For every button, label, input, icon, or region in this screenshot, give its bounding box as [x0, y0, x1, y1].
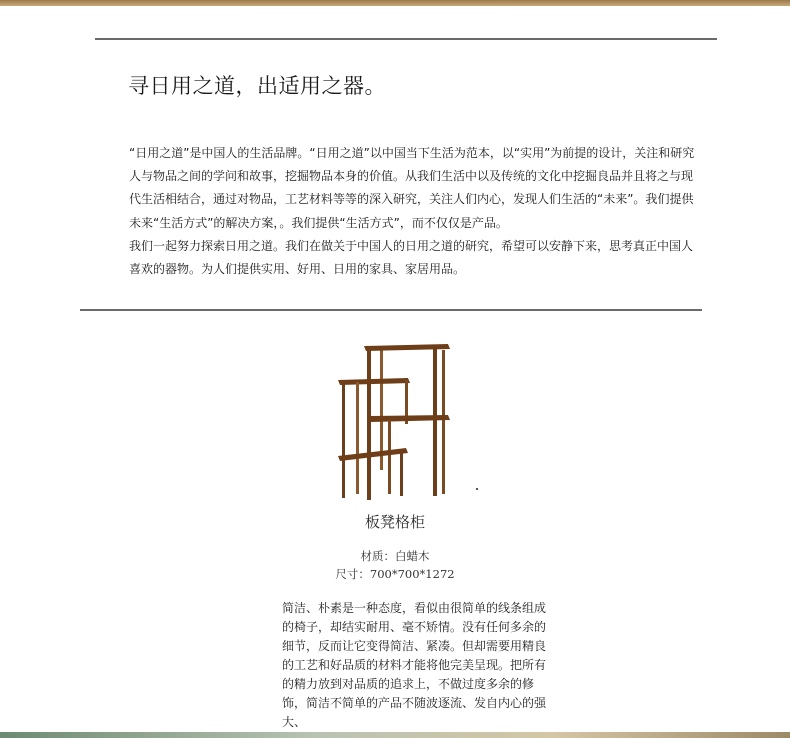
shelf-post [342, 382, 345, 498]
shelf-post [356, 382, 359, 494]
product-size: 尺寸：700*700*1272 [335, 567, 455, 581]
intro-paragraph-1: “日用之道”是中国人的生活品牌。“日用之道”以中国当下生活为范本，以“实用”为前提的设计，关注和研究人与物品之间的学问和故事，挖掘物品本身的价值。从我们生活中以及传统的文化中挖掘良品并且将之与现代生活相结合，通过对物品，工艺材料等等的深入研究，关注人们内心，发现人们生活的“未来”。我们提供未来“生活方式”的解决方案，。我们提供“生活方式”，而不仅仅是产品。 [129, 146, 695, 230]
shelf-lower-board [338, 448, 408, 461]
page-headline: 寻日用之道，出适用之器。 [128, 74, 386, 98]
brand-intro [129, 142, 697, 281]
shelf-post [433, 346, 437, 496]
shelf-post [367, 346, 371, 500]
shelf-post [388, 420, 391, 494]
shelf-middle-board [368, 415, 450, 422]
top-divider [95, 38, 717, 40]
intro-paragraph-2: 我们一起努力探索日用之道。我们在做关于中国人的日用之道的研究，希望可以安静下来，思考真正中国人喜欢的器物。为人们提供实用、好用、日用的家具、家居用品。 [129, 238, 694, 277]
shelf-top-board [364, 344, 450, 351]
bottom-decorative-band [0, 732, 790, 738]
product-title: 板凳格柜 [364, 513, 425, 531]
shelf-cabinet-image [330, 336, 490, 502]
shelf-upper-board [338, 378, 410, 385]
shelf-post [400, 452, 403, 496]
top-decorative-band [0, 0, 790, 6]
product-description: 简洁、朴素是一种态度，看似由很简单的线条组成的椅子，却结实耐用、毫不矫情。没有任何多余的细节，反而让它变得简洁、紧凑。但却需要用精良的工艺和好品质的材料才能将他完美呈现。把所有的精力放到对品质的追求上，不做过度多余的修饰，简洁不简单的产品不随波逐流、发自内心的强大、 [282, 601, 547, 729]
product-material: 材质：白蜡木 [360, 549, 430, 563]
middle-divider [80, 309, 702, 311]
shelf-post [442, 350, 445, 494]
